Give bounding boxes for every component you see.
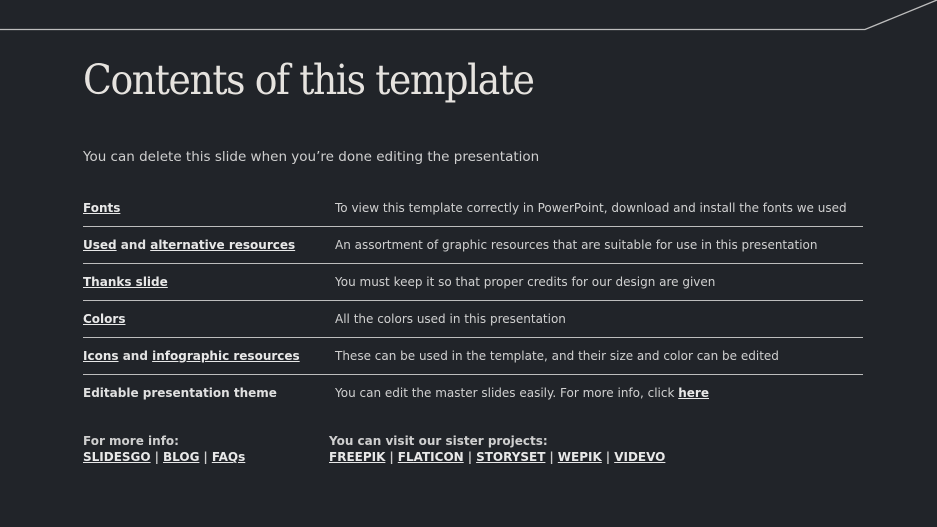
subtitle: You can delete this slide when you’re done editing the presentation xyxy=(83,149,540,165)
table-row xyxy=(83,301,863,338)
videvo-link[interactable]: VIDEVO xyxy=(614,450,666,464)
decorative-line xyxy=(0,0,937,40)
footer-sister-projects: You can visit our sister projects: FREEPIK | FLATICON | STORYSET | WEPIK | VIDEVO xyxy=(329,434,666,464)
faqs-link[interactable]: FAQs xyxy=(211,450,246,464)
and-text: and xyxy=(118,349,153,363)
table-row xyxy=(83,338,863,375)
page-title: Contents of this template xyxy=(83,56,534,104)
table-row xyxy=(83,227,863,264)
row-description: You must keep it so that proper credits for our design are given xyxy=(335,275,716,289)
storyset-link[interactable]: STORYSET xyxy=(476,450,546,464)
slidesgo-link[interactable]: SLIDESGO xyxy=(83,450,151,464)
fonts-link[interactable]: Fonts xyxy=(83,201,121,215)
here-link[interactable]: here xyxy=(678,386,709,400)
row-description: You can edit the master slides easily. For more info, click xyxy=(335,386,679,400)
alternative-resources-link[interactable]: alternative resources xyxy=(150,238,296,252)
footer-more-info: For more info: SLIDESGO | BLOG | FAQs xyxy=(83,434,246,464)
row-description: To view this template correctly in PowerPoint, download and install the fonts we used xyxy=(335,201,847,215)
flaticon-link[interactable]: FLATICON xyxy=(397,450,464,464)
footer-label: You can visit our sister projects: xyxy=(329,434,548,448)
thanks-slide-link[interactable]: Thanks slide xyxy=(83,275,168,289)
row-description: All the colors used in this presentation xyxy=(335,312,566,326)
wepik-link[interactable]: WEPIK xyxy=(557,450,602,464)
row-description: These can be used in the template, and their size and color can be edited xyxy=(335,349,779,363)
infographic-resources-link[interactable]: infographic resources xyxy=(152,349,300,363)
colors-link[interactable]: Colors xyxy=(83,312,126,326)
used-link[interactable]: Used xyxy=(83,238,117,252)
table-row xyxy=(83,264,863,301)
table-row xyxy=(83,375,863,411)
editable-theme-label: Editable presentation theme xyxy=(83,386,277,400)
and-text: and xyxy=(116,238,151,252)
footer-label: For more info: xyxy=(83,434,179,448)
table-row xyxy=(83,190,863,227)
blog-link[interactable]: BLOG xyxy=(163,450,200,464)
contents-table xyxy=(83,190,863,411)
icons-link[interactable]: Icons xyxy=(83,349,119,363)
freepik-link[interactable]: FREEPIK xyxy=(329,450,386,464)
row-description: An assortment of graphic resources that are suitable for use in this presentation xyxy=(335,238,818,252)
